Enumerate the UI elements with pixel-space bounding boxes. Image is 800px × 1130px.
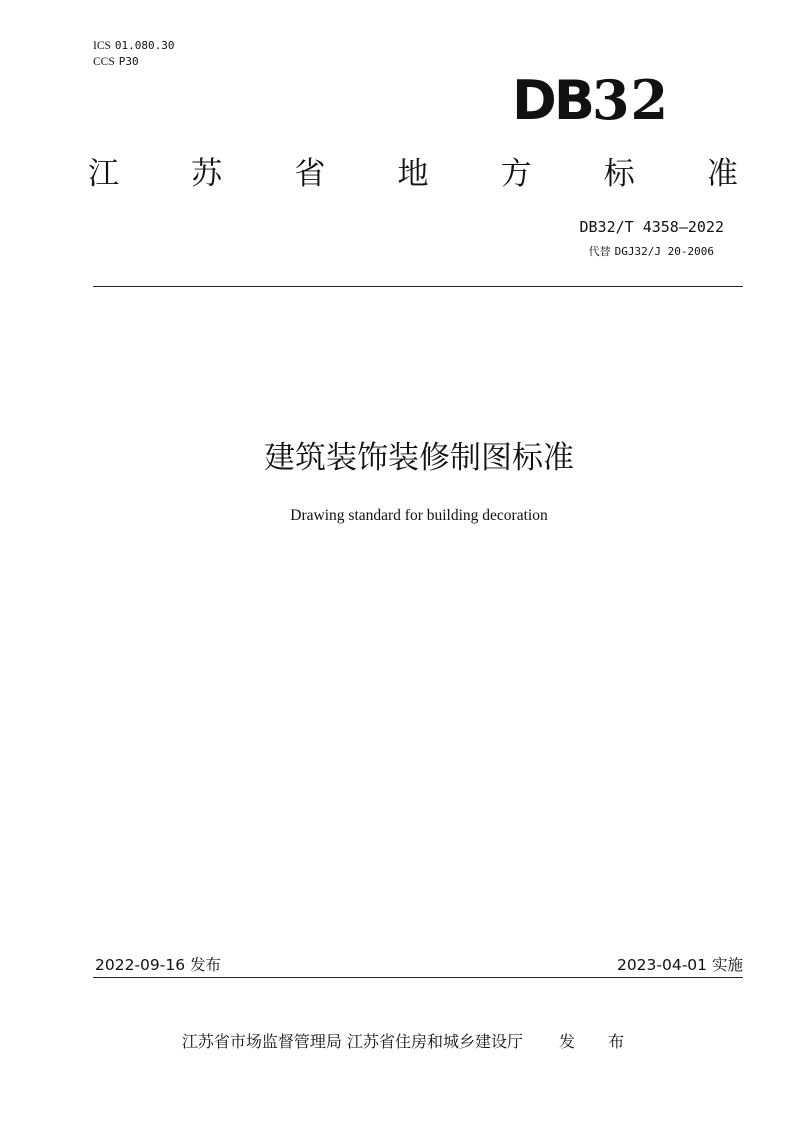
standard-number: DB32/T 4358—2022 [579,218,724,236]
classification-codes [93,38,175,70]
release-date [95,954,221,976]
heading-char: 准 [706,156,738,192]
logo-num: 32 [591,68,670,132]
heading-char: 标 [603,156,635,192]
ccs-label: CCS [93,56,115,68]
footer-divider [93,977,743,978]
issuer-names: 江苏省市场监督管理局 江苏省住房和城乡建设厅 [181,1032,523,1051]
ics-value: 01.080.30 [114,39,175,52]
implement-date-value: 2023-04-01 [616,956,708,974]
heading-char: 地 [397,156,429,192]
issuer-publish: 发 布 [559,1032,639,1051]
replaces-ref: DGJ32/J 20-2006 [614,245,714,258]
standard-type-heading [88,152,738,196]
heading-char: 苏 [191,156,223,192]
ics-line [93,38,175,54]
heading-char: 江 [88,156,119,192]
heading-char: 省 [294,156,326,192]
release-date-value: 2022-09-16 [95,956,186,974]
document-title: 建筑装饰装修制图标准 [264,440,574,476]
issuing-authority [0,1031,800,1053]
implement-label: 实施 [711,956,743,974]
db32-logo [512,68,669,133]
document-subtitle-en: Drawing standard for building decoration [290,507,548,524]
heading-char: 方 [500,156,532,192]
ccs-value: P30 [118,55,139,68]
replaces-label: 代替 [588,245,611,258]
release-label: 发布 [190,956,222,974]
implement-date [617,954,743,976]
ics-label: ICS [93,40,111,52]
header-divider [93,286,743,287]
logo-db: DB [512,69,592,132]
ccs-line [93,54,175,70]
replaces-note [589,244,714,260]
